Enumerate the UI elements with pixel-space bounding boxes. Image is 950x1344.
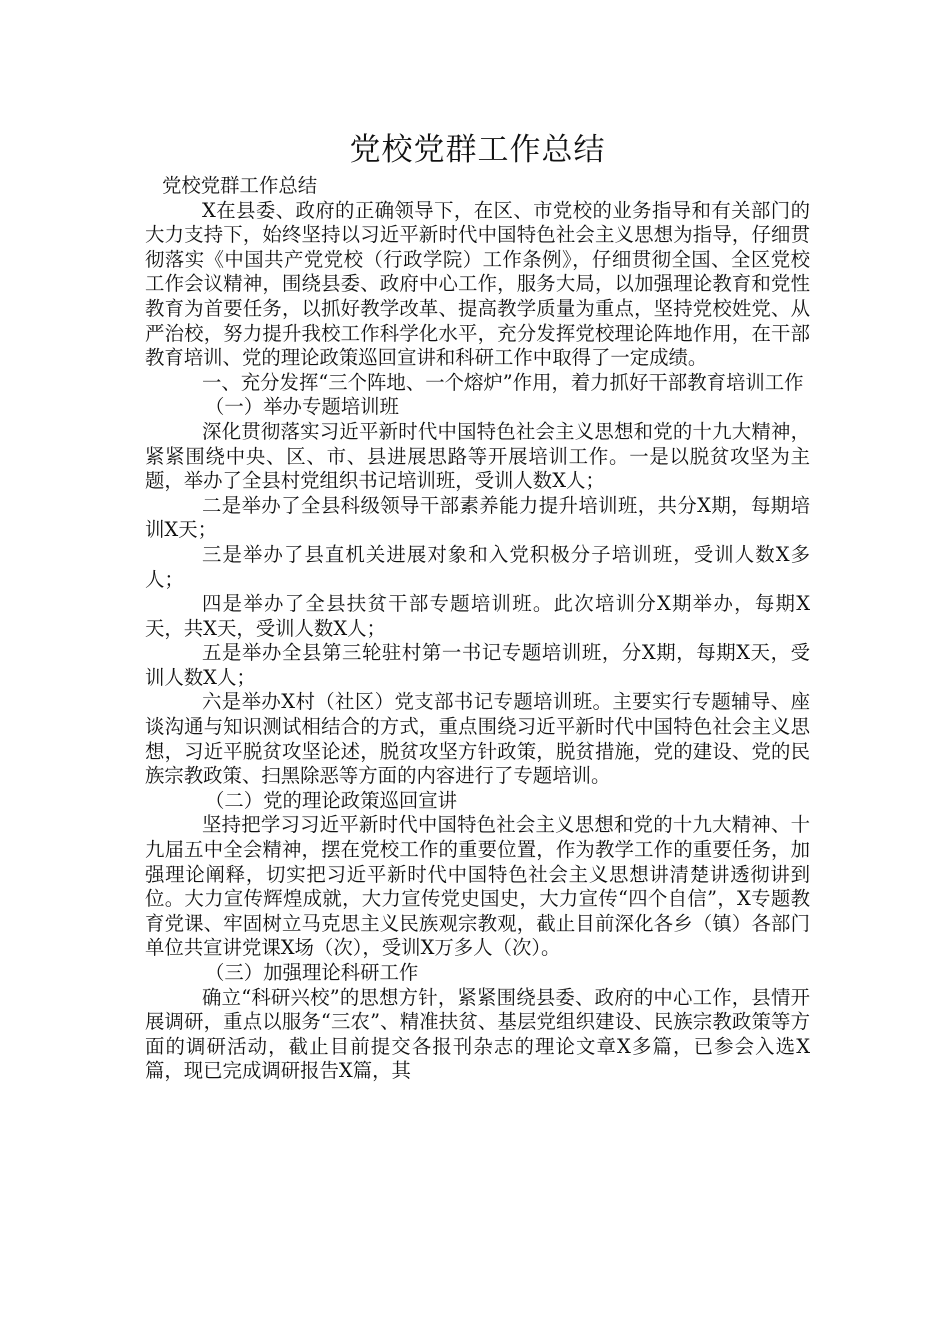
document-paragraph: 一、充分发挥“三个阵地、一个熔炉”作用，着力抓好干部教育培训工作 [202,370,804,394]
document-page [145,128,810,1084]
document-paragraph: 党校党群工作总结 [162,174,318,197]
document-paragraph: （一）举办专题培训班 [205,395,399,419]
document-paragraph: X在县委、政府的正确领导下，在区、市党校的业务指导和有关部门的大力支持下，始终坚持以习近平新时代中国特色社会主义思想为指导，仔细贯彻落实《中国共产党党校（行政学院）工作条例》，仔细贯彻全国、全区党校工作会议精神，围绕县委、政府中心工作，服务大局，以加强理论教育和党性教育为首要任务，以抓好教学改革、提高教学质量为重点，坚持党校姓党、从严治校，努力提升我校工作科学化水平，充分发挥党校理论阵地作用，在干部教育培训、党的理论政策巡回宣讲和科研工作中取得了一定成绩。 [145,198,810,370]
document-paragraph: 三是举办了县直机关进展对象和入党积极分子培训班，受训人数X多人； [145,542,810,591]
document-paragraph: 五是举办全县第三轮驻村第一书记专题培训班，分X期，每期X天，受训人数X人； [145,641,810,689]
document-body [145,174,810,1084]
document-title: 党校党群工作总结 [349,132,606,168]
document-paragraph: （二）党的理论政策巡回宣讲 [205,788,458,812]
document-paragraph: 二是举办了全县科级领导干部素养能力提升培训班，共分X期，每期培训X天； [145,493,810,542]
document-paragraph: 六是举办X村（社区）党支部书记专题培训班。主要实行专题辅导、座谈沟通与知识测试相结合的方式，重点围绕习近平新时代中国特色社会主义思想，习近平脱贫攻坚论述，脱贫攻坚方针政策，脱贫措施，党的建设、党的民族宗教政策、扫黑除恶等方面的内容进行了专题培训。 [145,690,810,788]
document-paragraph: 深化贯彻落实习近平新时代中国特色社会主义思想和党的十九大精神，紧紧围绕中央、区、市、县进展思路等开展培训工作。一是以脱贫攻坚为主题，举办了全县村党组织书记培训班，受训人数X人； [145,419,810,493]
document-paragraph: 坚持把学习习近平新时代中国特色社会主义思想和党的十九大精神、十九届五中全会精神，摆在党校工作的重要位置，作为教学工作的重要任务，加强理论阐释，切实把习近平新时代中国特色社会主义思想讲清楚讲透彻讲到位。大力宣传辉煌成就，大力宣传党史国史，大力宣传“四个自信”，X专题教育党课、牢固树立马克思主义民族观宗教观，截止目前深化各乡（镇）各部门单位共宣讲党课X场（次），受训X万多人（次）。 [145,813,810,960]
document-paragraph: 四是举办了全县扶贫干部专题培训班。此次培训分X期举办，每期X天，共X天，受训人数X人； [145,592,810,640]
document-paragraph: （三）加强理论科研工作 [205,961,419,984]
document-paragraph: 确立“科研兴校”的思想方针，紧紧围绕县委、政府的中心工作，县情开展调研，重点以服务“三农”、精准扶贫、基层党组织建设、民族宗教政策等方面的调研活动，截止目前提交各报刊杂志的理论文章X多篇，已参会入选X篇，现已完成调研报告X篇，其 [145,985,810,1083]
